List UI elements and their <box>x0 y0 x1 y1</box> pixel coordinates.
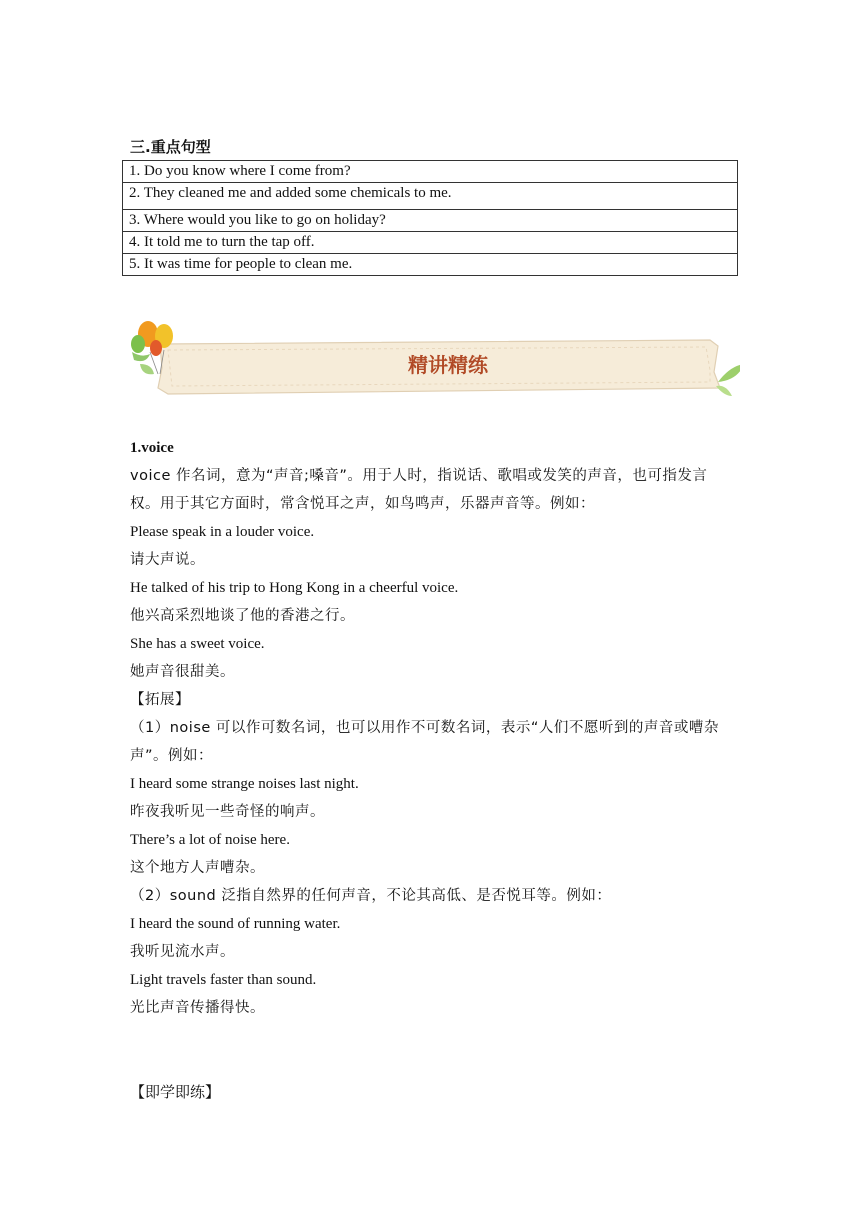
banner-label: 精讲精练 <box>408 353 488 377</box>
example-cn: 我听见流水声。 <box>130 944 235 960</box>
table-row <box>123 210 738 232</box>
sentence-cell: 4. It told me to turn the tap off. <box>123 232 738 254</box>
sentence-cell: 5. It was time for people to clean me. <box>123 254 738 276</box>
example-cn: 请大声说。 <box>130 552 205 568</box>
example-en: Light travels faster than sound. <box>130 972 317 988</box>
example-cn: 他兴高采烈地谈了他的香港之行。 <box>130 608 355 624</box>
example-en: I heard the sound of running water. <box>130 916 341 932</box>
example-cn: 昨夜我听见一些奇怪的响声。 <box>130 804 325 820</box>
example-en: She has a sweet voice. <box>130 636 265 652</box>
example-cn: 她声音很甜美。 <box>130 664 235 680</box>
table-row <box>123 161 738 183</box>
example-cn: 光比声音传播得快。 <box>130 1000 265 1016</box>
sound-intro: （2）sound 泛指自然界的任何声音，不论其高低、是否悦耳等。例如： <box>130 888 612 904</box>
key-sentences-table <box>122 160 738 276</box>
sentence-cell: 3. Where would you like to go on holiday? <box>123 210 738 232</box>
example-en: I heard some strange noises last night. <box>130 776 359 792</box>
extend-label: 【拓展】 <box>130 692 190 708</box>
example-en: Please speak in a louder voice. <box>130 524 315 540</box>
noise-intro: （1）noise 可以作可数名词，也可以用作不可数名词，表示“人们不愿听到的声音或嘈杂声”。例如： <box>130 720 719 764</box>
table-row <box>123 183 738 210</box>
table-row <box>123 254 738 276</box>
example-en: He talked of his trip to Hong Kong in a cheerful voice. <box>130 580 459 596</box>
leaf-icon <box>716 364 740 396</box>
lesson-body <box>130 434 736 1022</box>
lesson-heading: 1.voice <box>130 440 174 456</box>
example-cn: 这个地方人声嘈杂。 <box>130 860 265 876</box>
table-row <box>123 232 738 254</box>
section-banner <box>128 312 740 402</box>
example-en: There’s a lot of noise here. <box>130 832 290 848</box>
section-title: 三.重点句型 <box>130 138 211 156</box>
practice-label: 【即学即练】 <box>130 1083 221 1101</box>
sentence-cell: 2. They cleaned me and added some chemicals to me. <box>123 183 738 210</box>
lesson-intro: voice 作名词，意为“声音;嗓音”。用于人时，指说话、歌唱或发笑的声音，也可指发言权。用于其它方面时，常含悦耳之声，如鸟鸣声，乐器声音等。例如： <box>130 468 708 512</box>
sentence-cell: 1. Do you know where I come from? <box>123 161 738 183</box>
